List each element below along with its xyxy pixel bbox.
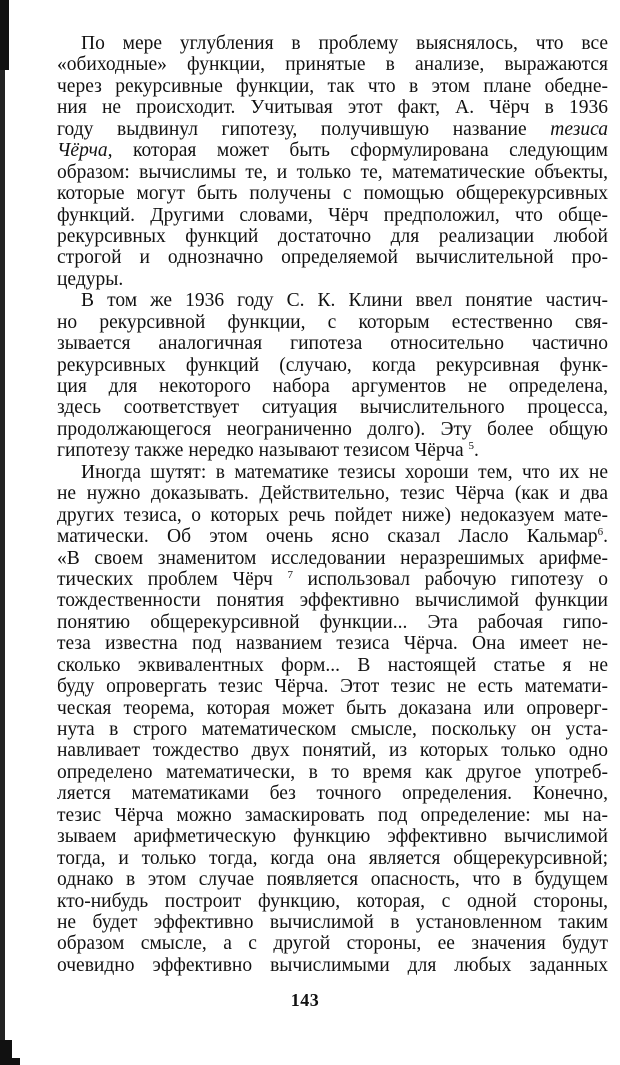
text-line bbox=[57, 205, 608, 226]
text-line bbox=[57, 119, 608, 140]
text-span: Иногда шутят: в математике тезисы хороши тем, что их не bbox=[81, 461, 608, 483]
text-line bbox=[57, 162, 608, 183]
text-line bbox=[57, 462, 608, 483]
text-line bbox=[57, 891, 608, 912]
text-span: тезис Чёрча можно замаскировать под определение: мы на- bbox=[57, 804, 608, 826]
text-span: тических проблем Чёрч bbox=[57, 568, 288, 590]
text-line bbox=[57, 633, 608, 654]
text-line bbox=[57, 762, 608, 783]
text-span: продолжающегося неограниченно долго). Эту более общую bbox=[57, 418, 608, 440]
text-span: очевидно эффективно вычислимыми для любых заданных bbox=[57, 954, 608, 976]
text-span: буду опровергать тезис Чёрча. Этот тезис не есть математи- bbox=[57, 676, 608, 698]
page-binding-edge-top bbox=[0, 0, 9, 70]
text-line bbox=[57, 76, 608, 97]
text-line bbox=[57, 912, 608, 933]
text-line bbox=[57, 933, 608, 954]
text-line bbox=[57, 676, 608, 697]
text-span: не нужно доказывать. Действительно, тезис Чёрча (как и два bbox=[57, 483, 608, 505]
text-span: тогда, и только тогда, когда она является общерекурсивной; bbox=[57, 847, 608, 869]
text-span: других тезиса, о которых речь пойдет ниже) недоказуем мате- bbox=[57, 504, 608, 526]
text-span: зывается аналогичная гипотеза относительно частично bbox=[57, 333, 608, 355]
footnote-ref: 7 bbox=[287, 568, 293, 581]
italic-term: Чёрча, bbox=[57, 140, 113, 162]
text-line bbox=[57, 376, 608, 397]
text-span: ния не происходит. Учитывая этот факт, А. Чёрч в 1936 bbox=[57, 97, 608, 119]
text-span: «обиходные» функции, принятые в анализе, выражаются bbox=[57, 54, 608, 76]
text-line bbox=[57, 826, 608, 847]
text-span: использовал рабочую гипотезу о bbox=[292, 568, 608, 590]
text-line bbox=[57, 33, 608, 54]
text-line bbox=[57, 805, 608, 826]
text-span: кто-нибудь построит функцию, которая, с одной стороны, bbox=[57, 890, 608, 912]
text-span: но рекурсивной функции, с которым естественно свя- bbox=[57, 311, 608, 333]
text-span: нута в строго математическом смысле, поскольку он уста- bbox=[57, 719, 608, 740]
paragraph bbox=[57, 33, 608, 290]
text-span: году выдвинул гипотезу, получившую название bbox=[57, 118, 551, 140]
text-line bbox=[57, 140, 608, 161]
text-line bbox=[57, 548, 608, 569]
text-line bbox=[57, 333, 608, 354]
text-span: понятию общерекурсивной функции... Эта рабочая гипо- bbox=[57, 611, 608, 633]
text-span: тождественности понятия эффективно вычислимой функции bbox=[57, 590, 608, 612]
text-span: определено математически, в то время как другое употреб- bbox=[57, 761, 608, 783]
text-span: сколько эквивалентных форм... В настоящей статье я не bbox=[57, 654, 608, 676]
text-span: гипотезу также нередко называют тезисом Чёрча bbox=[57, 440, 469, 462]
text-span: «В своем знаменитом исследовании неразрешимых арифме- bbox=[57, 547, 608, 569]
text-line bbox=[57, 483, 608, 504]
text-line bbox=[57, 440, 608, 461]
text-line bbox=[57, 247, 608, 268]
text-line bbox=[57, 397, 608, 418]
text-line bbox=[57, 698, 608, 719]
text-line bbox=[57, 183, 608, 204]
footnote-ref: 6 bbox=[597, 526, 604, 539]
text-span: однако в этом случае появляется опасность, что в будущем bbox=[57, 869, 608, 891]
text-line bbox=[57, 226, 608, 247]
text-span: навливает тождество двух понятий, из которых только одно bbox=[57, 740, 608, 762]
text-span: зываем арифметическую функцию эффективно вычислимой bbox=[57, 826, 608, 848]
paragraph bbox=[57, 462, 608, 977]
text-span: ция для некоторого набора аргументов не определена, bbox=[57, 376, 608, 397]
text-span: ческая теорема, которая может быть доказана или опроверг- bbox=[57, 697, 608, 719]
text-span: По мере углубления в проблему выяснялось, что все bbox=[81, 33, 608, 54]
text-span: матически. Об этом очень ясно сказал Ласло Кальмар bbox=[57, 526, 598, 548]
paragraph bbox=[57, 290, 608, 462]
text-span: функций. Другими словами, Чёрч предположил, что обще- bbox=[57, 204, 608, 226]
page-binding-edge-foot bbox=[0, 1058, 20, 1065]
text-line bbox=[57, 54, 608, 75]
text-line bbox=[57, 590, 608, 611]
text-span: рекурсивных функций (случаю, когда рекурсивная функ- bbox=[57, 354, 608, 376]
text-line bbox=[57, 955, 608, 976]
text-span: строгой и однозначно определяемой вычислительной про- bbox=[57, 247, 608, 269]
text-line bbox=[57, 869, 608, 890]
text-line bbox=[57, 97, 608, 118]
text-line bbox=[57, 612, 608, 633]
text-span: здесь соответствует ситуация вычислительного процесса, bbox=[57, 397, 608, 419]
text-line bbox=[57, 740, 608, 761]
text-span: которые могут быть получены с помощью общерекурсивных bbox=[57, 183, 608, 205]
text-span: не будет эффективно вычислимой в установленном таким bbox=[57, 911, 608, 933]
text-span: ляется математиками без точного определения. Конечно, bbox=[57, 783, 608, 805]
text-line bbox=[57, 312, 608, 333]
text-line bbox=[57, 783, 608, 804]
text-span: которая может быть сформулирована следующим bbox=[112, 140, 608, 162]
text-span: . bbox=[603, 526, 608, 548]
text-line bbox=[57, 505, 608, 526]
text-line bbox=[57, 269, 608, 290]
page-binding-edge bbox=[0, 0, 5, 1065]
text-line bbox=[57, 290, 608, 311]
body-text bbox=[57, 33, 608, 976]
page-number: 143 bbox=[290, 990, 320, 1010]
text-span: рекурсивных функций достаточно для реализации любой bbox=[57, 225, 608, 247]
text-span: образом: вычислимы те, и только те, математические объекты, bbox=[57, 161, 608, 183]
text-line bbox=[57, 848, 608, 869]
footnote-ref: 5 bbox=[468, 440, 475, 453]
text-line bbox=[57, 526, 608, 547]
text-span: образом смысле, а с другой стороны, ее значения будут bbox=[57, 933, 608, 955]
text-line bbox=[57, 419, 608, 440]
text-span: цедуры. bbox=[57, 268, 124, 290]
text-span: В том же 1936 году С. К. Клини ввел понятие частич- bbox=[81, 290, 608, 312]
text-line bbox=[57, 355, 608, 376]
text-line bbox=[57, 569, 608, 590]
text-span: теза известна под названием тезиса Чёрча. Она имеет не- bbox=[57, 633, 608, 655]
text-span: через рекурсивные функции, так что в этом плане обедне- bbox=[57, 75, 608, 97]
text-line bbox=[57, 719, 608, 740]
text-line bbox=[57, 655, 608, 676]
text-span: . bbox=[474, 440, 479, 462]
italic-term: тезиса bbox=[550, 118, 608, 140]
